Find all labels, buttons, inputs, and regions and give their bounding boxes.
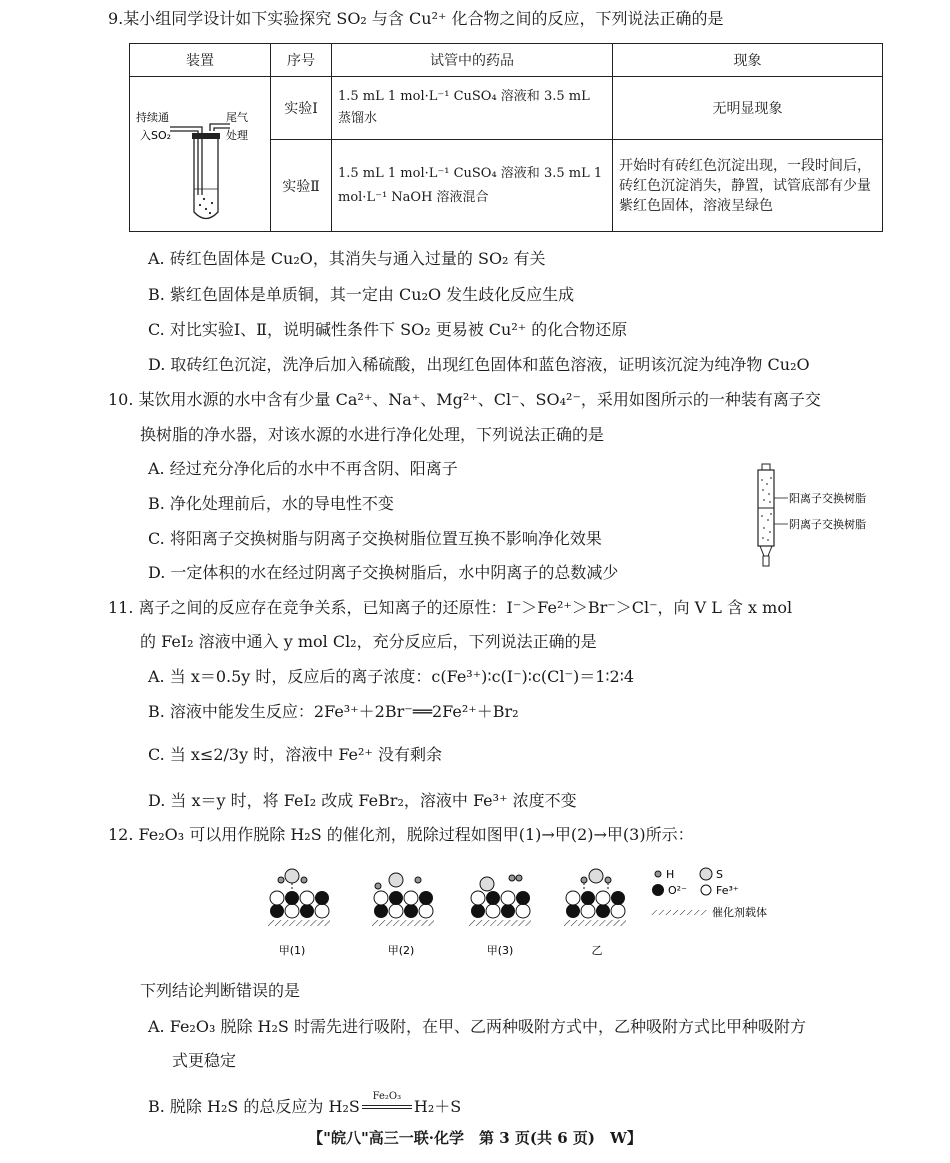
legend-support: 催化剂载体 [712,906,767,919]
row2-phenomenon: 开始时有砖红色沉淀出现，一段时间后，砖红色沉淀消失，静置，试管底部有少量紫红色固体，溶液呈绿色 [613,140,883,232]
q12-option-b-prefix: B. 脱除 H₂S 的总反应为 H₂S [148,1097,360,1116]
q12-option-a-line2: 式更稳定 [172,1051,237,1070]
label-anion-resin: 阴离子交换树脂 [789,518,866,531]
header-number: 序号 [271,44,332,77]
legend-h: H [666,868,675,881]
ion-exchange-figure [752,460,902,572]
q9-option-b: B. 紫红色固体是单质铜，其一定由 Cu₂O 发生歧化反应生成 [148,285,575,304]
apparatus-label-inlet-2: 入SO₂ [140,129,172,142]
q12-option-a-line1: A. Fe₂O₃ 脱除 H₂S 时需先进行吸附，在甲、乙两种吸附方式中，乙种吸附方式比甲种吸附方 [148,1017,806,1036]
header-apparatus: 装置 [130,44,271,77]
catalyst-label: Fe₂O₃ [372,1091,402,1102]
q12-option-b-suffix: H₂＋S [413,1097,462,1116]
row2-reagent: 1.5 mL 1 mol·L⁻¹ CuSO₄ 溶液和 3.5 mL 1 mol·L⁻¹ NaOH 溶液混合 [332,140,613,232]
apparatus-label-outlet-1: 尾气 [226,111,248,124]
row1-id: 实验Ⅰ [271,77,332,140]
q10-option-c: C. 将阳离子交换树脂与阴离子交换树脂位置互换不影响净化效果 [148,529,602,548]
row2-id: 实验Ⅱ [271,140,332,232]
legend-fe: Fe³⁺ [716,884,739,897]
q11-option-d: D. 当 x＝y 时，将 FeI₂ 改成 FeBr₂，溶液中 Fe³⁺ 浓度不变 [148,791,577,810]
apparatus-cell [130,77,271,232]
label-jia-2: 甲(2) [387,944,415,957]
q9-option-d: D. 取砖红色沉淀，洗净后加入稀硫酸，出现红色固体和蓝色溶液，证明该沉淀为纯净物 Cu₂O [148,355,810,374]
header-reagent: 试管中的药品 [332,44,613,77]
page-footer: 【"皖八"高三一联·化学 第 3 页(共 6 页) W】 [308,1129,642,1147]
header-phenomenon: 现象 [613,44,883,77]
q12-figure [266,862,796,962]
apparatus-label-inlet-1: 持续通 [136,111,169,124]
q12-stem: 12. Fe₂O₃ 可以用作脱除 H₂S 的催化剂，脱除过程如图甲(1)→甲(2)→甲(3)所示： [108,825,694,844]
q11-option-b: B. 溶液中能发生反应：2Fe³⁺＋2Br⁻══2Fe²⁺＋Br₂ [148,702,519,721]
q11-option-a: A. 当 x＝0.5y 时，反应后的离子浓度：c(Fe³⁺)∶c(I⁻)∶c(Cl⁻)＝1∶2∶4 [148,667,635,686]
legend-o: O²⁻ [668,884,687,897]
lattice-jia-1 [268,869,330,926]
label-jia-1: 甲(1) [278,944,306,957]
lattice-jia-2 [372,873,434,926]
q10-option-b: B. 净化处理前后，水的导电性不变 [148,494,394,513]
q9-option-c: C. 对比实验Ⅰ、Ⅱ，说明碱性条件下 SO₂ 更易被 Cu²⁺ 的化合物还原 [148,320,628,339]
row1-phenomenon: 无明显现象 [613,77,883,140]
equals-with-catalyst [360,1091,414,1118]
lattice-jia-3 [469,875,531,926]
q10-stem-line2: 换树脂的净水器，对该水源的水进行净化处理，下列说法正确的是 [140,425,605,444]
q12-option-b [148,1091,462,1118]
label-yi: 乙 [591,944,603,957]
q10-stem-line1: 10. 某饮用水源的水中含有少量 Ca²⁺、Na⁺、Mg²⁺、Cl⁻、SO₄²⁻，采用如图所示的一种装有离子交 [108,390,821,409]
q11-stem-line2: 的 FeI₂ 溶液中通入 y mol Cl₂，充分反应后，下列说法正确的是 [140,632,597,651]
q12-sub-stem: 下列结论判断错误的是 [140,981,301,1000]
q11-option-c: C. 当 x≤2/3y 时，溶液中 Fe²⁺ 没有剩余 [148,745,442,764]
q11-stem-line1: 11. 离子之间的反应存在竞争关系，已知离子的还原性：I⁻＞Fe²⁺＞Br⁻＞Cl⁻，向 V L 含 x mol [108,598,793,617]
q9-table [129,43,883,232]
legend [650,868,767,919]
apparatus-diagram [130,77,258,227]
apparatus-label-outlet-2: 处理 [226,129,248,142]
q10-option-a: A. 经过充分净化后的水中不再含阴、阳离子 [148,459,458,478]
q10-option-d: D. 一定体积的水在经过阴离子交换树脂后，水中阴离子的总数减少 [148,563,619,582]
q9-stem: 9.某小组同学设计如下实验探究 SO₂ 与含 Cu²⁺ 化合物之间的反应，下列说法正确的是 [108,9,724,28]
label-jia-3: 甲(3) [486,944,514,957]
lattice-yi [564,869,626,926]
q9-option-a: A. 砖红色固体是 Cu₂O，其消失与通入过量的 SO₂ 有关 [148,249,546,268]
label-cation-resin: 阳离子交换树脂 [789,492,866,505]
legend-s: S [716,868,723,881]
row1-reagent: 1.5 mL 1 mol·L⁻¹ CuSO₄ 溶液和 3.5 mL 蒸馏水 [332,77,613,140]
